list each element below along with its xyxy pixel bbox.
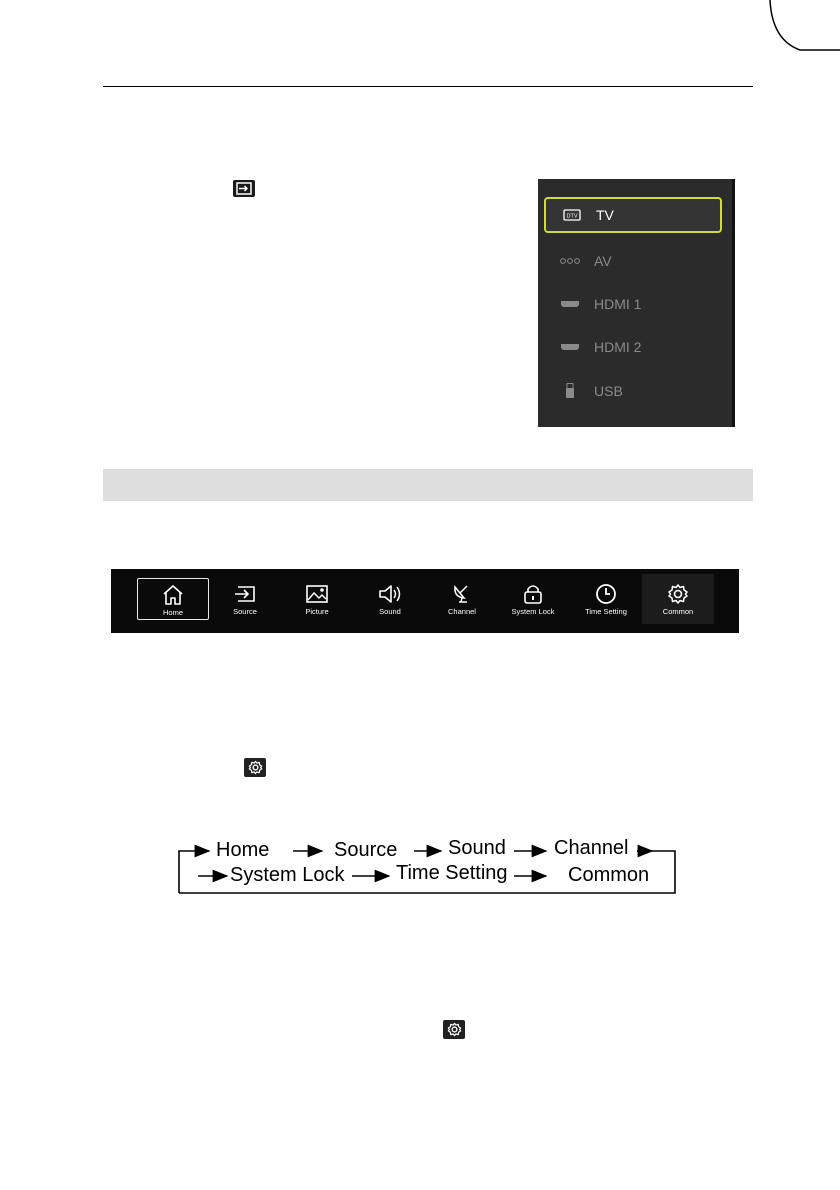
menu-item-label: Home (162, 608, 183, 617)
menu-item-label: Common (662, 607, 694, 616)
svg-text:DTV: DTV (566, 213, 578, 220)
flow-label: Common (568, 864, 650, 886)
source-item-label: USB (594, 383, 623, 399)
menu-item-label: Channel (448, 607, 476, 616)
menu-item-label: Picture (305, 607, 329, 616)
source-item-label: AV (594, 253, 612, 269)
source-item-label: TV (596, 207, 614, 223)
flow-label: Home (216, 839, 270, 861)
menu-item-label: Sound (379, 607, 401, 616)
flow-label: Sound (448, 837, 506, 859)
flow-label: Channel (554, 837, 629, 859)
menu-item-label: Source (233, 607, 257, 616)
menu-item-label: Time Setting (585, 607, 627, 616)
source-item-label: HDMI 2 (594, 339, 642, 355)
source-item-label: HDMI 1 (594, 296, 642, 312)
flow-label: Source (334, 839, 398, 861)
flow-label: System Lock (230, 864, 345, 886)
flow-label: Time Setting (396, 862, 508, 884)
menu-item-label: System Lock (511, 607, 555, 616)
